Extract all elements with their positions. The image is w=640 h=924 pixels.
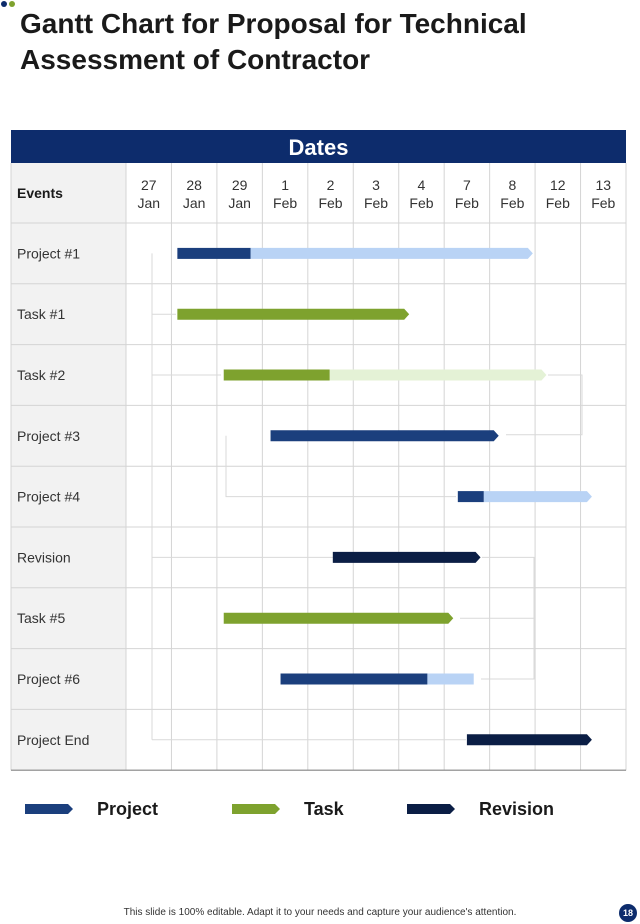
row-label: Project #3: [17, 427, 81, 444]
date-label-month: Feb: [591, 195, 616, 211]
date-label-day: 4: [417, 177, 426, 193]
date-label-month: Feb: [363, 195, 389, 211]
row-label: Project #1: [17, 245, 81, 262]
date-label-day: 27: [140, 177, 157, 193]
events-header-label: Events: [17, 185, 63, 201]
row-label: Project End: [17, 731, 90, 748]
row-label: Revision: [17, 549, 71, 566]
date-label-day: 1: [281, 177, 289, 193]
page-title: Gantt Chart for Proposal for Technical Assessment of Contractor: [20, 8, 527, 75]
date-label-day: 3: [372, 177, 380, 193]
dates-header-label: Dates: [288, 135, 349, 160]
legend-swatch-task: [232, 804, 280, 814]
date-label-month: Feb: [318, 195, 343, 211]
row-label: Task #1: [17, 306, 66, 323]
legend-swatch-revision: [407, 804, 455, 814]
row-label: Project #4: [17, 488, 81, 505]
date-label-month: Jan: [137, 195, 161, 211]
date-label-day: 8: [508, 177, 517, 193]
date-label-day: 28: [186, 177, 202, 193]
date-label-day: 13: [595, 177, 612, 193]
date-label-month: Feb: [273, 195, 298, 211]
date-label-day: 2: [326, 177, 335, 193]
date-label-month: Feb: [454, 195, 479, 211]
date-label-day: 29: [231, 177, 248, 193]
legend-swatch-project: [25, 804, 73, 814]
row-label: Task #5: [17, 610, 66, 627]
date-label-month: Jan: [228, 195, 251, 211]
date-label-month: Feb: [409, 195, 434, 211]
date-label-month: Jan: [182, 195, 206, 211]
date-label-day: 12: [550, 177, 566, 193]
footer-note: This slide is 100% editable. Adapt it to your needs and capture your audience's attention.: [123, 907, 517, 918]
legend-label-project: Project: [97, 799, 159, 819]
legend-label-revision: Revision: [479, 799, 555, 819]
page-number-badge: 18: [619, 904, 637, 922]
legend-label-task: Task: [304, 799, 344, 819]
date-label-day: 7: [463, 177, 471, 193]
date-label-month: Feb: [545, 195, 570, 211]
row-label: Project #6: [17, 671, 81, 687]
date-label-month: Feb: [500, 195, 525, 211]
row-label: Task #2: [17, 367, 66, 383]
